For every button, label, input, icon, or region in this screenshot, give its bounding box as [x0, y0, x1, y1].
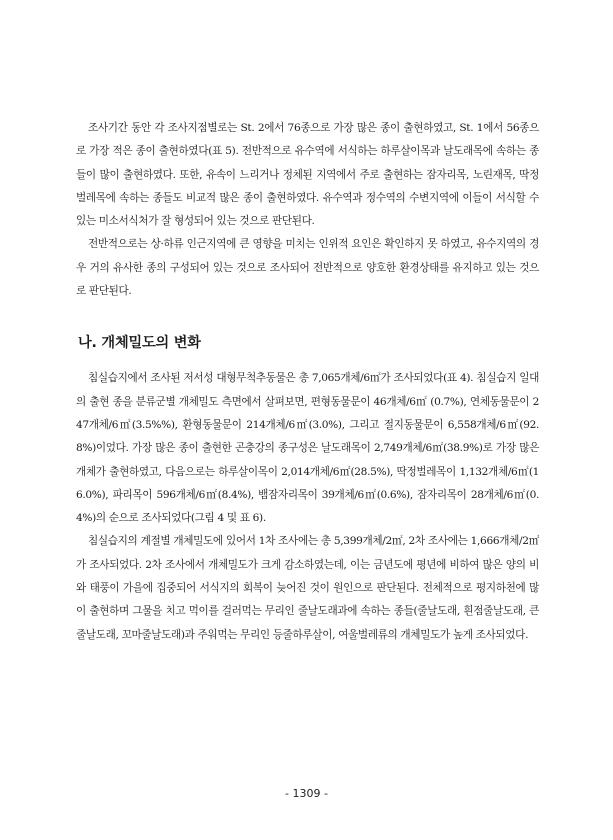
section-heading: 나. 개체밀도의 변화	[78, 335, 201, 352]
paragraph-environment-assessment: 전반적으로는 상·하류 인근지역에 큰 영향을 미치는 인위적 요인은 확인하지 못 하였고, 유수지역의 경우 거의 유사한 종의 구성되어 있는 것으로 조사되어 전반적으로 양호한 환경상태를 유지하고 있는 것으로 판단된다.	[76, 238, 539, 298]
paragraph-seasonal-density: 침실습지의 계절별 개체밀도에 있어서 1차 조사에는 총 5,399개체/2㎡, 2차 조사에는 1,666개체/2㎡가 조사되었다. 2차 조사에서 개체밀도가 크게 감소하였는데, 이는 금년도에 평년에 비하여 많은 양의 비와 태풍이 가을에 집중되어 서식지의 회복이 늦어진 것이 원인으로 판단된다. 전체적으로 평지하천에 많이 출현하며 그물을 치고 먹이를 걸러먹는 무리인 줄날도래과에 속하는 종들(줄날도래, 흰점줄날도래, 큰줄날도래, 꼬마줄날도래)과 주워먹는 무리인 등줄하루살이, 여울벌레류의 개체밀도가 높게 조사되었다.	[76, 535, 539, 641]
page-number: - 1309 -	[285, 787, 328, 800]
paragraph-density-by-taxon: 침실습지에서 조사된 저서성 대형무척추동물은 총 7,065개체/6㎡가 조사되었다(표 4). 침실습지 일대의 출현 종을 분류군별 개체밀도 측면에서 살펴보면, 편형동물문이 46개체/6㎡ (0.7%), 연체동물문이 247개체/6㎡(3.5%%), 환형동물문이 214개체/6㎡(3.0%), 그리고 절지동물문이 6,558개체/6㎡(92.8%)이었다. 가장 많은 종이 출현한 곤충강의 종구성은 날도래목이 2,749개체/6㎡(38.9%)로 가장 많은 개체가 출현하였고, 다음으로는 하루살이목이 2,014개체/6㎡(28.5%), 딱정벌레목이 1,132개체/6㎡(16.0%), 파리목이 596개체/6㎡(8.4%), 뱀잠자리목이 39개체/6㎡(0.6%), 잠자리목이 28개체/6㎡(0.4%)의 순으로 조사되었다(그림 4 및 표 6).	[76, 372, 539, 525]
document-body	[76, 117, 539, 647]
paragraph-species-by-station: 조사기간 동안 각 조사지점별로는 St. 2에서 76종으로 가장 많은 종이 출현하였고, St. 1에서 56종으로 가장 적은 종이 출현하였다(표 5). 전반적으로 유수역에 서식하는 하루살이목과 날도래목에 속하는 종들이 많이 출현하였다. 또한, 유속이 느리거나 정체된 지역에서 주로 출현하는 잠자리목, 노린재목, 딱정벌레목에 속하는 종들도 비교적 많은 종이 출현하였다. 유수역과 정수역의 수변지역에 이들이 서식할 수 있는 미소서식처가 잘 형성되어 있는 것으로 판단된다.	[76, 122, 539, 228]
